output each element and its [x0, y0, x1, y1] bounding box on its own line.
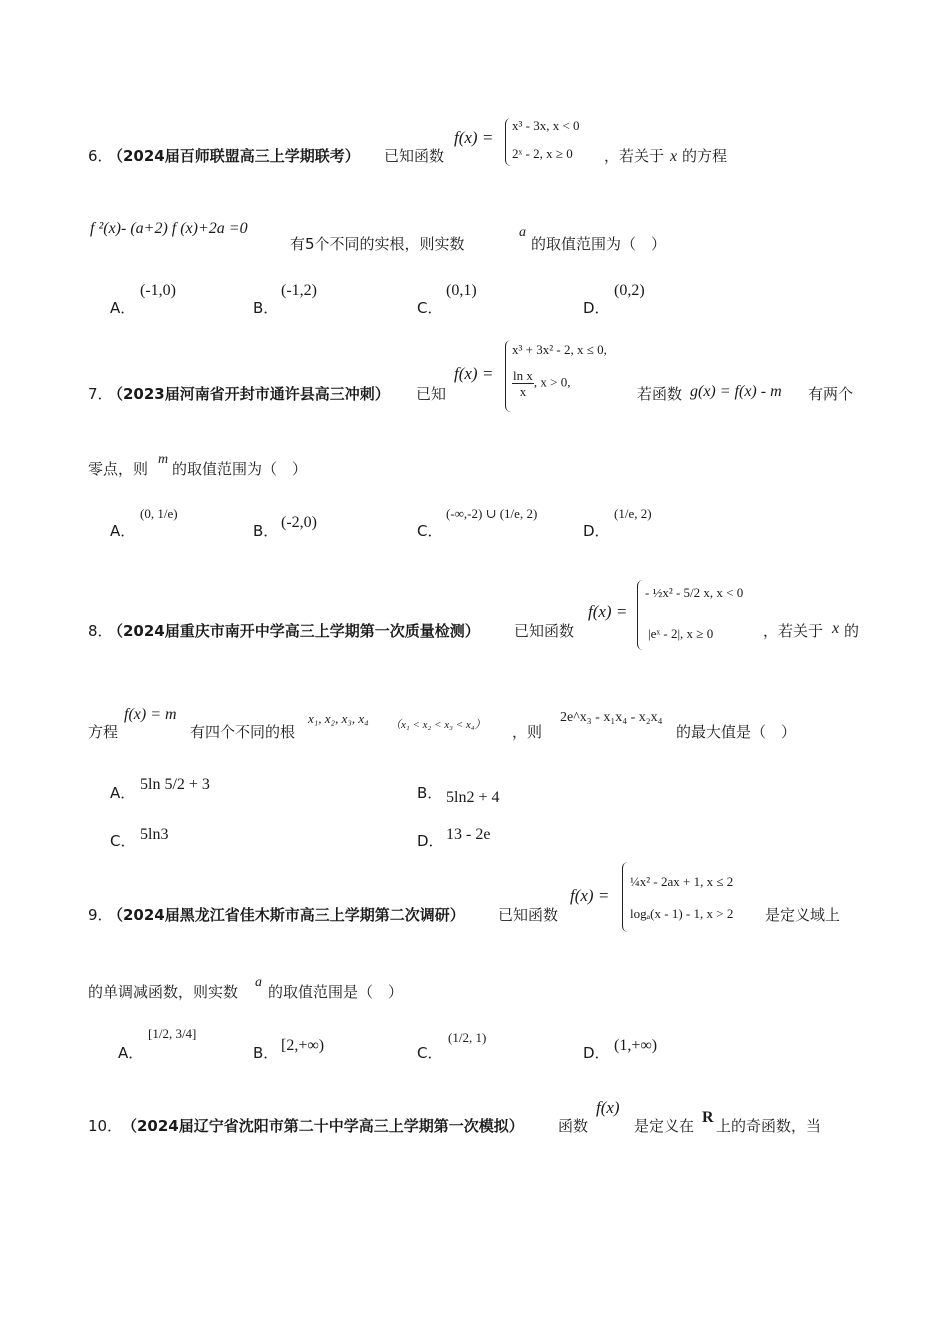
q6-option-a-value[interactable]: (-1,0)	[140, 282, 176, 299]
q8-option-b-label[interactable]: B．	[417, 784, 443, 802]
q6-source: （2024届百师联盟高三上学期联考）	[108, 147, 360, 165]
q8-order: （x₁ < x₂ < x₃ < x₄）	[390, 719, 486, 731]
q7-case-2-denominator: x	[519, 384, 527, 399]
q7-case-2	[512, 368, 570, 399]
q7-case-1: x³ + 3x² - 2, x ≤ 0,	[512, 342, 607, 357]
q7-number: 7．	[88, 385, 113, 403]
q8-option-b-value[interactable]: 5ln2 + 4	[446, 789, 500, 806]
q6-text-after: ，若关于	[604, 147, 665, 165]
q9-text-after: 是定义域上	[765, 906, 841, 924]
q9-line2: 的单调减函数，则实数	[88, 983, 239, 1001]
q9-option-a-label[interactable]: A．	[118, 1044, 144, 1062]
q6-line2: 有5个不同的实根，则实数	[290, 235, 465, 253]
q6-equation: f ²(x)- (a+2) f (x)+2a =0	[90, 220, 248, 237]
q7-line2: 零点，则	[88, 460, 149, 478]
q7-source: （2023届河南省开封市通许县高三冲刺）	[108, 385, 390, 403]
q7-option-b-value[interactable]: (-2,0)	[281, 514, 317, 531]
q8-option-d-value[interactable]: 13 - 2e	[446, 826, 491, 843]
q9-option-d-label[interactable]: D．	[583, 1044, 610, 1062]
q7-option-a-value[interactable]: (0, 1/e)	[140, 506, 178, 521]
q8-option-c-label[interactable]: C．	[110, 832, 136, 850]
q6-number: 6．	[88, 147, 113, 165]
q8-number: 8．	[88, 622, 113, 640]
q9-option-b-label[interactable]: B．	[253, 1044, 279, 1062]
q7-option-a-label[interactable]: A．	[110, 522, 136, 540]
q10-real-set: R	[702, 1109, 714, 1126]
q9-option-c-value[interactable]: (1/2, 1)	[448, 1030, 487, 1045]
q8-option-d-label[interactable]: D．	[417, 832, 444, 850]
q6-option-b-value[interactable]: (-1,2)	[281, 282, 317, 299]
q7-case-2-numerator: ln x	[513, 368, 533, 383]
q8-source: （2024届重庆市南开中学高三上学期第一次质量检测）	[108, 622, 480, 640]
q7-brace	[505, 340, 511, 412]
q6-option-d-value[interactable]: (0,2)	[614, 282, 645, 299]
q8-text-de: 的	[844, 622, 860, 640]
q6-text-equation: 的方程	[682, 147, 728, 165]
q6-intro: 已知函数	[384, 147, 445, 165]
q8-option-c-value[interactable]: 5ln3	[140, 826, 169, 843]
q6-var-a: a	[519, 225, 526, 240]
q9-option-a-value[interactable]: [1/2, 3/4]	[148, 1026, 197, 1041]
q7-intro: 已知	[416, 385, 447, 403]
q7-gx: g(x) = f(x) - m	[690, 383, 782, 400]
q8-var-x: x	[832, 620, 840, 637]
q6-case-1: x³ - 3x, x < 0	[512, 118, 580, 133]
q8-text-after: ，若关于	[763, 622, 824, 640]
q8-fx: f(x) =	[588, 602, 628, 621]
q7-text-after: 若函数	[637, 385, 683, 403]
q8-case-2: |eˣ - 2|, x ≥ 0	[648, 626, 714, 641]
q8-line2d: 的最大值是（ ）	[676, 723, 797, 741]
q9-option-b-value[interactable]: [2,+∞)	[281, 1037, 325, 1054]
q8-brace	[637, 580, 643, 650]
q10-text-after: 上的奇函数，当	[716, 1117, 822, 1135]
q7-option-d-value[interactable]: (1/e, 2)	[614, 506, 652, 521]
q7-text-two: 有两个	[808, 385, 854, 403]
q8-equation: f(x) = m	[124, 706, 177, 723]
q9-number: 9．	[88, 906, 113, 924]
q8-option-a-value[interactable]: 5ln 5/2 + 3	[140, 776, 210, 793]
q8-roots: x₁, x₂, x₃, x₄	[308, 711, 369, 726]
q7-option-c-label[interactable]: C．	[417, 522, 443, 540]
q8-intro: 已知函数	[514, 622, 575, 640]
q9-source: （2024届黑龙江省佳木斯市高三上学期第二次调研）	[108, 906, 465, 924]
q6-option-b-label[interactable]: B．	[253, 299, 279, 317]
q6-fx: f(x) =	[454, 128, 494, 147]
q7-line2b: 的取值范围为（ ）	[172, 460, 308, 478]
q7-var-m: m	[158, 452, 169, 467]
q7-case-2-tail: , x > 0,	[533, 374, 571, 390]
q9-brace	[622, 862, 628, 932]
q7-option-d-label[interactable]: D．	[583, 522, 610, 540]
q10-number: 10．	[88, 1117, 123, 1135]
q8-line2a: 方程	[88, 723, 119, 741]
q6-case-2: 2ˣ - 2, x ≥ 0	[512, 146, 573, 161]
q6-option-c-label[interactable]: C．	[417, 299, 443, 317]
q9-intro: 已知函数	[498, 906, 559, 924]
q7-option-b-label[interactable]: B．	[253, 522, 279, 540]
q9-case-1: ¼x² - 2ax + 1, x ≤ 2	[630, 874, 734, 889]
q8-case-1: - ½x² - 5/2 x, x < 0	[645, 585, 744, 600]
q9-case-2: logₐ(x - 1) - 1, x > 2	[630, 906, 734, 921]
q10-intro: 函数	[558, 1117, 589, 1135]
q8-option-a-label[interactable]: A．	[110, 784, 136, 802]
q6-option-a-label[interactable]: A．	[110, 299, 136, 317]
q9-var-a: a	[255, 975, 262, 990]
q9-fx: f(x) =	[570, 886, 610, 905]
q10-text-mid: 是定义在	[634, 1117, 695, 1135]
q7-option-c-value[interactable]: (-∞,-2) ∪ (1/e, 2)	[446, 506, 538, 521]
q6-var-x: x	[670, 148, 678, 165]
q9-option-d-value[interactable]: (1,+∞)	[614, 1037, 658, 1054]
q10-fx: f(x)	[596, 1098, 620, 1117]
q9-option-c-label[interactable]: C．	[417, 1044, 443, 1062]
q6-option-d-label[interactable]: D．	[583, 299, 610, 317]
q6-brace	[505, 118, 511, 166]
q8-line2c: ，则	[512, 723, 543, 741]
q8-line2b: 有四个不同的根	[190, 723, 296, 741]
q9-line2b: 的取值范围是（ ）	[268, 983, 404, 1001]
q7-fx: f(x) =	[454, 364, 494, 383]
q10-source: （2024届辽宁省沈阳市第二十中学高三上学期第一次模拟）	[122, 1117, 524, 1135]
q6-line2b: 的取值范围为（ ）	[531, 235, 667, 253]
q6-option-c-value[interactable]: (0,1)	[446, 282, 477, 299]
q8-expression: 2e^x₃ - x₁x₄ - x₂x₄	[560, 710, 663, 725]
